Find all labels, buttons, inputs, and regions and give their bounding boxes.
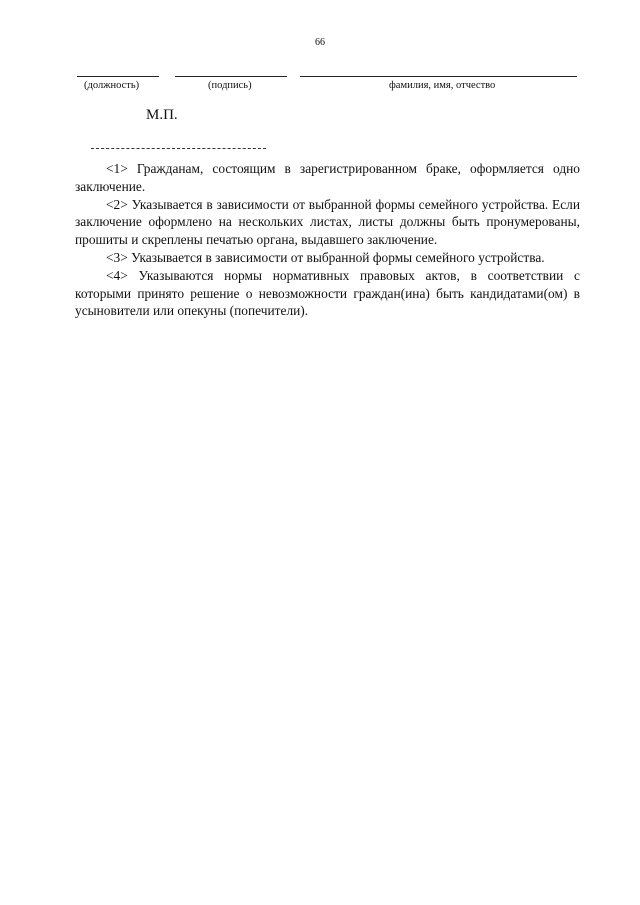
footnote-2: <2> Указывается в зависимости от выбранной формы семейного устройства. Если заключение оформлено на нескольких листах, листы должны быть пронумерованы, прошиты и скреплены печатью органа, выдавшего заключение. xyxy=(75,196,580,248)
page-number: 66 xyxy=(315,37,325,48)
footnote-separator xyxy=(91,148,266,149)
stamp-label: М.П. xyxy=(146,107,178,123)
footnotes xyxy=(75,160,580,320)
signature-caption: (подпись) xyxy=(208,80,252,91)
name-caption: фамилия, имя, отчество xyxy=(389,80,496,91)
footnote-3: <3> Указывается в зависимости от выбранной формы семейного устройства. xyxy=(106,249,545,265)
position-line xyxy=(77,76,159,77)
name-line xyxy=(300,76,577,77)
footnote-1: <1> Гражданам, состоящим в зарегистрированном браке, оформляется одно заключение. xyxy=(75,161,580,194)
position-caption: (должность) xyxy=(84,80,140,91)
footnote-4: <4> Указываются нормы нормативных правовых актов, в соответствии с которыми принято решение о невозможности граждан(ина) быть кандидатами(ом) в усыновители или опекуны (попечители). xyxy=(75,267,580,319)
signature-line xyxy=(175,76,287,77)
